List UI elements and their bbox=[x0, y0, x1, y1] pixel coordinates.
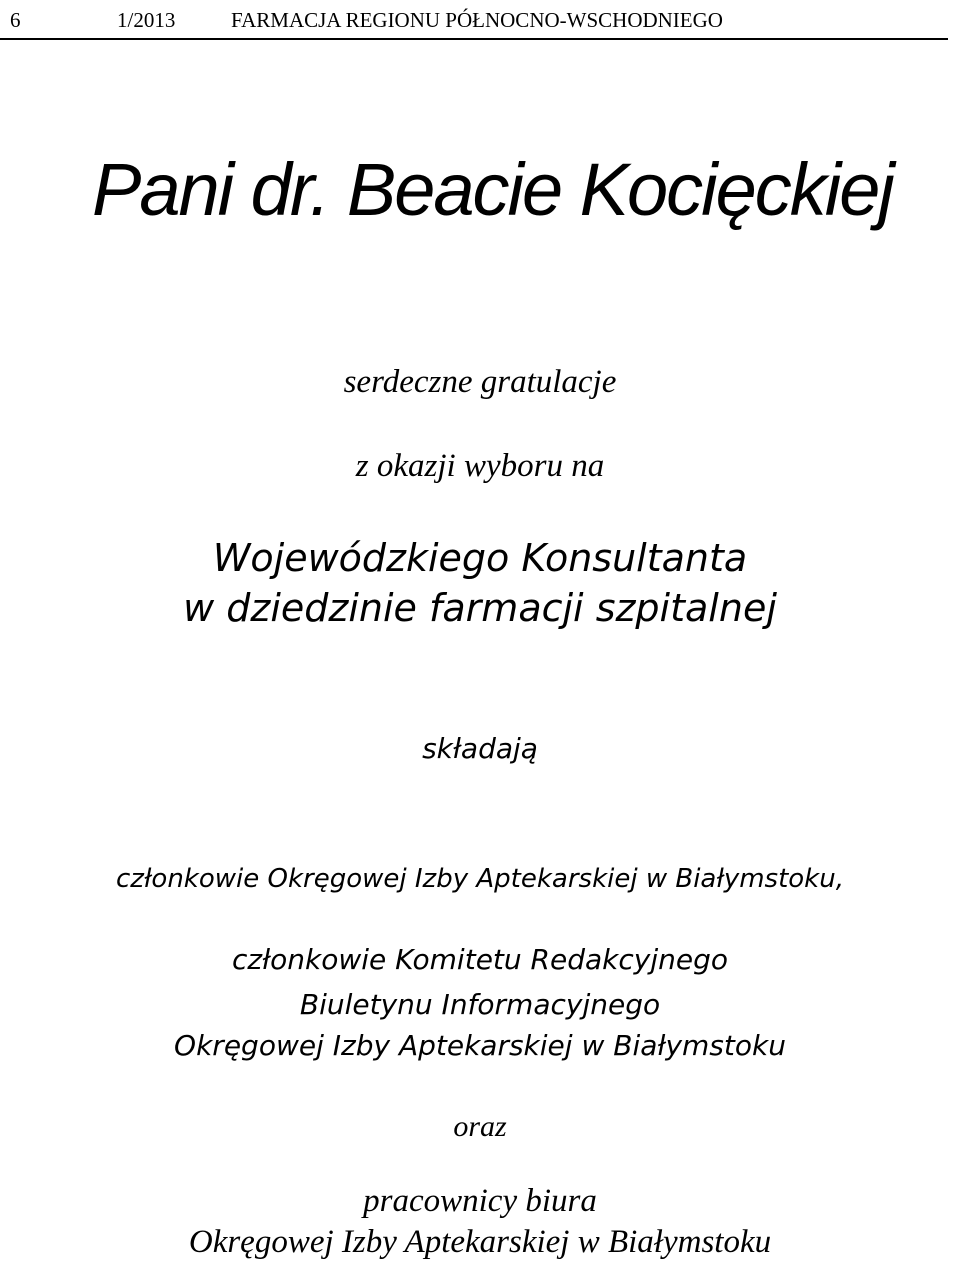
congratulations-line: serdeczne gratulacje bbox=[343, 364, 617, 400]
conjunction-line: oraz bbox=[453, 1110, 507, 1143]
office-line2: Okręgowej Izby Aptekarskiej w Białymstoku bbox=[188, 1224, 772, 1260]
verb-line: składają bbox=[422, 732, 538, 765]
issue-number: 1/2013 bbox=[117, 8, 176, 32]
position-title-line2: w dziedzinie farmacji szpitalnej bbox=[183, 586, 777, 630]
page-number: 6 bbox=[10, 8, 21, 32]
running-header bbox=[0, 0, 948, 40]
dedication-title: Pani dr. Beacie Kocięckiej bbox=[92, 148, 893, 231]
committee-line3: Okręgowej Izby Aptekarskiej w Białymstoku bbox=[174, 1029, 786, 1062]
committee-line2: Biuletynu Informacyjnego bbox=[299, 988, 661, 1021]
chamber-members-line: członkowie Okręgowej Izby Aptekarskiej w Białymstoku, bbox=[116, 864, 844, 894]
office-line1: pracownicy biura bbox=[363, 1183, 597, 1219]
position-title-line1: Wojewódzkiego Konsultanta bbox=[212, 536, 748, 580]
journal-title: FARMACJA REGIONU PÓŁNOCNO-WSCHODNIEGO bbox=[231, 8, 723, 32]
occasion-line: z okazji wyboru na bbox=[355, 448, 605, 484]
committee-line1: członkowie Komitetu Redakcyjnego bbox=[232, 943, 728, 976]
